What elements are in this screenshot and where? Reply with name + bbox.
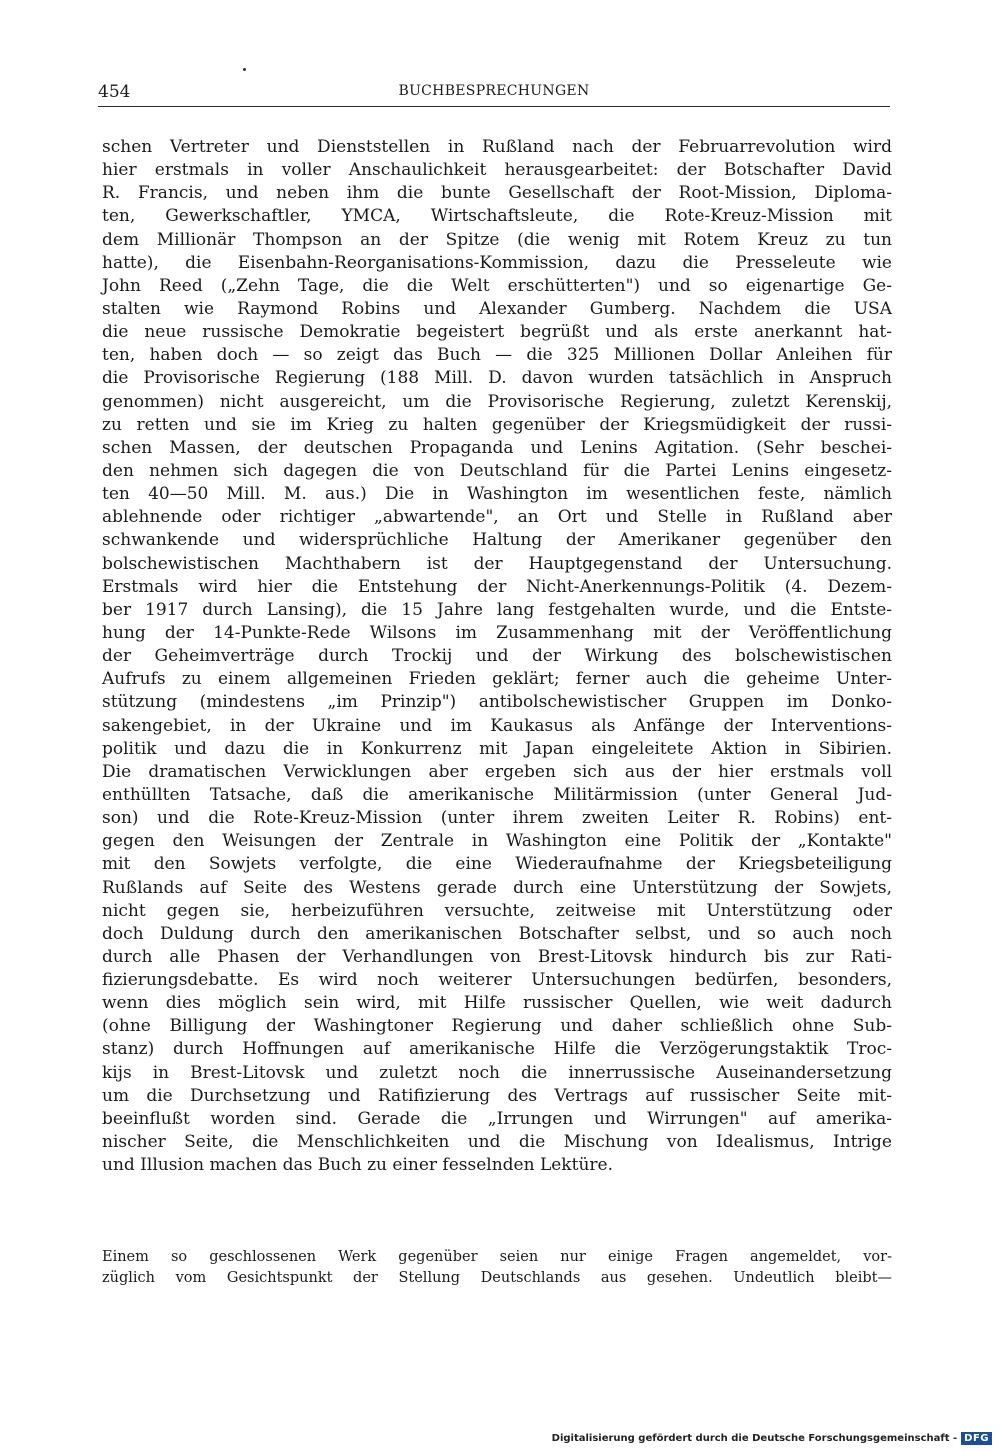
text-line: ber 1917 durch Lansing), die 15 Jahre lang festgehalten wurde, und die Entste- xyxy=(102,599,892,620)
text-line: gegen den Weisungen der Zentrale in Washington eine Politik der „Kontakte" xyxy=(102,831,892,852)
dfg-logo: DFG xyxy=(961,1432,992,1445)
text-line: ten, haben doch — so zeigt das Buch — die 325 Millionen Dollar Anleihen für xyxy=(102,345,892,366)
text-line: schen Massen, der deutschen Propaganda und Lenins Agitation. (Sehr beschei- xyxy=(102,437,892,458)
text-line: beeinflußt worden sind. Gerade die „Irrungen und Wirrungen" auf amerika- xyxy=(102,1108,892,1129)
page-header xyxy=(98,82,890,108)
text-line: Rußlands auf Seite des Westens gerade durch eine Unterstützung der Sowjets, xyxy=(102,877,892,898)
text-line: den nehmen sich dagegen die von Deutschland für die Partei Lenins eingesetz- xyxy=(102,460,892,481)
text-line: Erstmals wird hier die Entstehung der Nicht-Anerkennungs-Politik (4. Dezem- xyxy=(102,576,892,597)
digitization-footer xyxy=(552,1432,992,1445)
text-line: R. Francis, und neben ihm die bunte Gesellschaft der Root-Mission, Diploma- xyxy=(102,183,892,204)
text-line: ten 40—50 Mill. M. aus.) Die in Washington im wesentlichen feste, nämlich xyxy=(102,484,892,505)
text-line: hier erstmals in voller Anschaulichkeit herausgearbeitet: der Botschafter David xyxy=(102,160,892,181)
text-line: der Geheimverträge durch Trockij und der Wirkung des bolschewistischen xyxy=(102,646,892,667)
footer-credit: Digitalisierung gefördert durch die Deutsche Forschungsgemeinschaft - xyxy=(551,1433,958,1444)
text-line: züglich vom Gesichtspunkt der Stellung Deutschlands aus gesehen. Undeutlich bleibt— xyxy=(102,1270,892,1286)
page-number: 454 xyxy=(98,82,131,102)
text-line: die Provisorische Regierung (188 Mill. D. davon wurden tatsächlich in Anspruch xyxy=(102,368,892,389)
text-line: stalten wie Raymond Robins und Alexander Gumberg. Nachdem die USA xyxy=(102,298,892,319)
text-line: doch Duldung durch den amerikanischen Botschafter selbst, und so auch noch xyxy=(102,923,892,944)
text-line: stützung (mindestens „im Prinzip") antibolschewistischer Gruppen im Donko- xyxy=(102,692,892,713)
text-line: zu retten und sie im Krieg zu halten gegenüber der Kriegsmüdigkeit der russi- xyxy=(102,414,892,435)
header-rule xyxy=(98,106,890,107)
text-line: schwankende und widersprüchliche Haltung der Amerikaner gegenüber den xyxy=(102,530,892,551)
text-line: durch alle Phasen der Verhandlungen von Brest-Litovsk hindurch bis zur Rati- xyxy=(102,946,892,967)
text-line: hatte), die Eisenbahn-Reorganisations-Kommission, dazu die Presseleute wie xyxy=(102,252,892,273)
scan-speck xyxy=(243,68,246,71)
text-line: politik und dazu die in Konkurrenz mit Japan eingeleitete Aktion in Sibirien. xyxy=(102,738,892,759)
text-line: kijs in Brest-Litovsk und zuletzt noch die innerrussische Auseinandersetzung xyxy=(102,1062,892,1083)
text-line: bolschewistischen Machthabern ist der Hauptgegenstand der Untersuchung. xyxy=(102,553,892,574)
text-line: Die dramatischen Verwicklungen aber ergeben sich aus der hier erstmals voll xyxy=(102,761,892,782)
text-line: fizierungsdebatte. Es wird noch weiterer Untersuchungen bedürfen, besonders, xyxy=(102,970,892,991)
text-line: Einem so geschlossenen Werk gegenüber seien nur einige Fragen angemeldet, vor- xyxy=(102,1249,892,1265)
text-line: John Reed („Zehn Tage, die die Welt erschütterten") und so eigenartige Ge- xyxy=(102,275,892,296)
second-paragraph xyxy=(102,1247,892,1289)
text-line: Aufrufs zu einem allgemeinen Frieden geklärt; ferner auch die geheime Unter- xyxy=(102,669,892,690)
text-line: wenn dies möglich sein wird, mit Hilfe russischer Quellen, wie weit dadurch xyxy=(102,993,892,1014)
text-line: son) und die Rote-Kreuz-Mission (unter ihrem zweiten Leiter R. Robins) ent- xyxy=(102,808,892,829)
text-line: ablehnende oder richtiger „abwartende", an Ort und Stelle in Rußland aber xyxy=(102,507,892,528)
text-line: dem Millionär Thompson an der Spitze (die wenig mit Rotem Kreuz zu tun xyxy=(102,229,892,250)
text-line: ten, Gewerkschaftler, YMCA, Wirtschaftsleute, die Rote-Kreuz-Mission mit xyxy=(102,206,892,227)
text-line: sakengebiet, in der Ukraine und im Kaukasus als Anfänge der Interventions- xyxy=(102,715,892,736)
text-line: und Illusion machen das Buch zu einer fesselnden Lektüre. xyxy=(102,1155,613,1176)
text-line: genommen) nicht ausgereicht, um die Provisorische Regierung, zuletzt Kerenskij, xyxy=(102,391,892,412)
text-line: mit den Sowjets verfolgte, die eine Wiederaufnahme der Kriegsbeteiligung xyxy=(102,854,892,875)
text-line: hung der 14-Punkte-Rede Wilsons im Zusammenhang mit der Veröffentlichung xyxy=(102,622,892,643)
running-head: BUCHBESPRECHUNGEN xyxy=(398,83,590,99)
text-line: enthüllten Tatsache, daß die amerikanische Militärmission (unter General Jud- xyxy=(102,784,892,805)
text-line: (ohne Billigung der Washingtoner Regierung und daher schließlich ohne Sub- xyxy=(102,1016,892,1037)
text-line: um die Durchsetzung und Ratifizierung des Vertrags auf russischer Seite mit- xyxy=(102,1085,892,1106)
main-paragraph xyxy=(102,136,892,1177)
text-line: nicht gegen sie, herbeizuführen versuchte, zeitweise mit Unterstützung oder xyxy=(102,900,892,921)
text-line: nischer Seite, die Menschlichkeiten und die Mischung von Idealismus, Intrige xyxy=(102,1132,892,1153)
text-line: die neue russische Demokratie begeistert begrüßt und als erste anerkannt hat- xyxy=(102,322,892,343)
text-line: schen Vertreter und Dienststellen in Rußland nach der Februarrevolution wird xyxy=(102,137,892,157)
text-line: stanz) durch Hoffnungen auf amerikanische Hilfe die Verzögerungstaktik Troc- xyxy=(102,1039,892,1060)
